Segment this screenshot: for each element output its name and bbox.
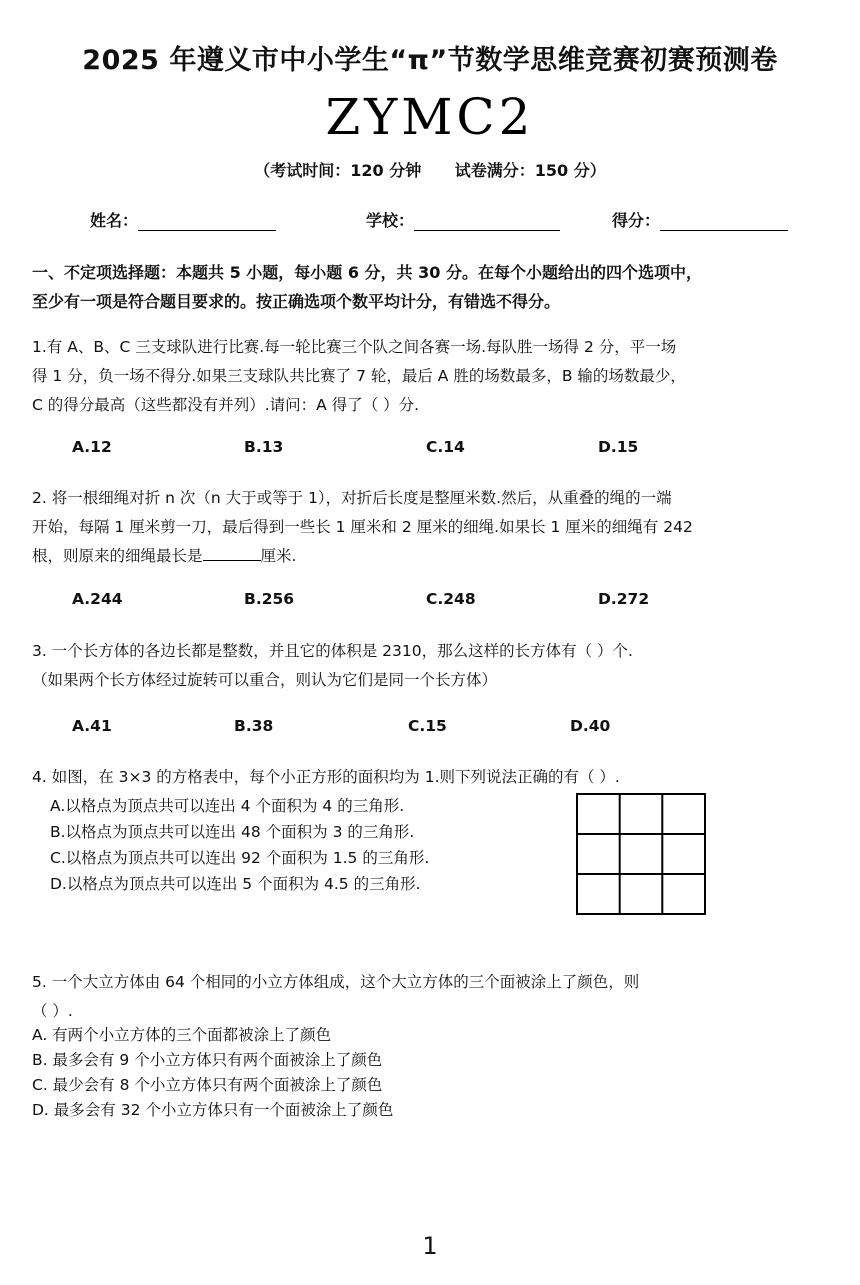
q1-option-b[interactable]: B.13 [244,438,284,456]
q3-line-1: 3. 一个长方体的各边长都是整数，并且它的体积是 2310，那么这样的长方体有（ ）个. [32,642,633,660]
q2-line-3 [32,542,832,571]
exam-time: （考试时间：120 分钟 [254,161,422,180]
q1-option-c[interactable]: C.14 [426,438,465,456]
q3-option-c[interactable]: C.15 [408,717,447,735]
q4-option-b[interactable]: B.以格点为顶点共可以连出 48 个面积为 3 的三角形. [50,823,415,841]
contest-logo: ZYMC2 [325,88,535,146]
page-number: 1 [422,1232,438,1260]
score-blank[interactable] [660,212,788,231]
q1-option-d[interactable]: D.15 [598,438,639,456]
q4-line-1: 4. 如图，在 3×3 的方格表中，每个小正方形的面积均为 1.则下列说法正确的有（ ）. [32,768,620,786]
exam-full-score: 试卷满分：150 分） [454,161,606,180]
grid-3x3-figure [576,793,706,915]
q3-option-d[interactable]: D.40 [570,717,611,735]
q2-answer-blank[interactable] [203,544,261,561]
school-blank[interactable] [414,212,560,231]
q2-line-3b: 厘米. [260,547,297,565]
section-line-2: 至少有一项是符合题目要求的。按正确选项个数平均计分，有错选不得分。 [32,292,561,311]
exam-title: 2025 年遵义市中小学生“π”节数学思维竞赛初赛预测卷 [82,45,778,76]
q2-line-1: 2. 将一根细绳对折 n 次（n 大于或等于 1），对折后长度是整厘米数.然后，从重叠的绳的一端 [32,489,672,507]
q4-option-c[interactable]: C.以格点为顶点共可以连出 92 个面积为 1.5 的三角形. [50,849,430,867]
q3-option-a[interactable]: A.41 [72,717,112,735]
q2-line-3a: 根，则原来的细绳最长是 [32,547,203,565]
question-5 [32,968,832,1026]
q2-option-a[interactable]: A.244 [72,590,123,608]
q3-line-2: （如果两个长方体经过旋转可以重合，则认为它们是同一个长方体） [32,671,498,689]
q5-option-d[interactable]: D. 最多会有 32 个小立方体只有一个面被涂上了颜色 [32,1101,394,1119]
q2-line-2: 开始，每隔 1 厘米剪一刀，最后得到一些长 1 厘米和 2 厘米的细绳.如果长 1 厘米的细绳有 242 [32,518,693,536]
q2-option-c[interactable]: C.248 [426,590,476,608]
q2-option-b[interactable]: B.256 [244,590,295,608]
school-label: 学校： [366,211,415,230]
score-field[interactable] [612,208,788,231]
q1-line-1: 1.有 A、B、C 三支球队进行比赛.每一轮比赛三个队之间各赛一场.每队胜一场得 2 分，平一场 [32,338,677,356]
q5-option-a[interactable]: A. 有两个小立方体的三个面都被涂上了颜色 [32,1026,332,1044]
question-4 [32,763,832,792]
q1-line-2: 得 1 分，负一场不得分.如果三支球队共比赛了 7 轮，最后 A 胜的场数最多，B 输的场数最少， [32,367,686,385]
q5-line-1: 5. 一个大立方体由 64 个相同的小立方体组成，这个大立方体的三个面被涂上了颜色，则 [32,973,640,991]
score-label: 得分： [612,211,661,230]
question-3 [32,637,832,695]
name-blank[interactable] [138,212,276,231]
exam-info [0,158,860,181]
name-label: 姓名： [90,211,139,230]
name-field[interactable] [90,208,276,231]
q4-option-d[interactable]: D.以格点为顶点共可以连出 5 个面积为 4.5 的三角形. [50,875,421,893]
q5-option-c[interactable]: C. 最少会有 8 个小立方体只有两个面被涂上了颜色 [32,1076,383,1094]
section-heading [32,258,832,316]
q4-option-a[interactable]: A.以格点为顶点共可以连出 4 个面积为 4 的三角形. [50,797,405,815]
q1-line-3: C 的得分最高（这些都没有并列）.请问：A 得了（ ）分. [32,396,420,414]
q5-option-b[interactable]: B. 最多会有 9 个小立方体只有两个面被涂上了颜色 [32,1051,383,1069]
question-2 [32,484,832,571]
school-field[interactable] [366,208,560,231]
q1-option-a[interactable]: A.12 [72,438,112,456]
q3-option-b[interactable]: B.38 [234,717,274,735]
q2-option-d[interactable]: D.272 [598,590,650,608]
q5-line-2: （ ）. [32,1002,73,1020]
question-1 [32,333,832,420]
section-line-1: 一、不定项选择题：本题共 5 小题，每小题 6 分，共 30 分。在每个小题给出的四个选项中， [32,263,702,282]
